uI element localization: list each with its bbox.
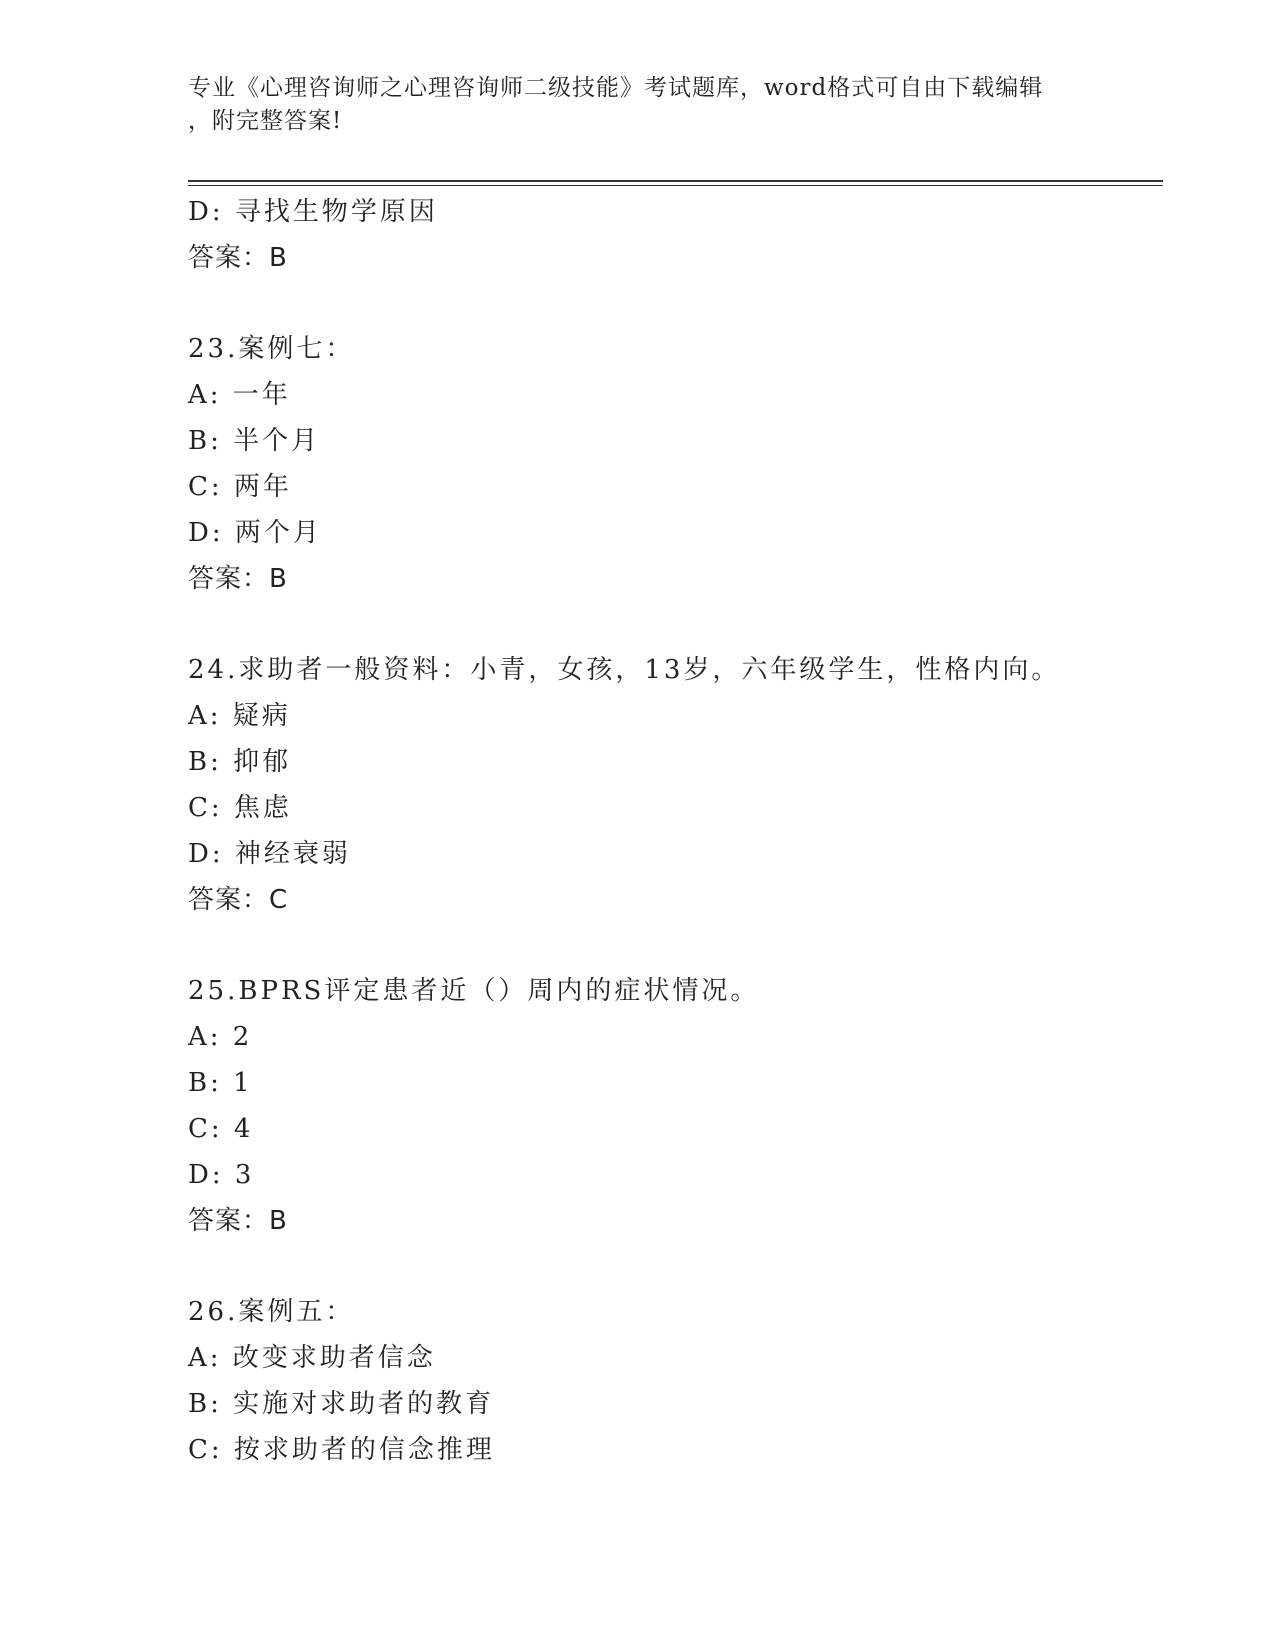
option-c: C: 两年 xyxy=(188,472,292,502)
question-25 xyxy=(188,968,1168,1244)
option-d: D: 两个月 xyxy=(188,518,322,548)
option-c: C: 4 xyxy=(188,1114,254,1144)
question-list xyxy=(188,189,1168,1473)
option-b: B: 抑郁 xyxy=(188,747,292,777)
header-title-line-2: ，附完整答案! xyxy=(188,108,343,134)
question-stem: 26.案例五： xyxy=(188,1297,355,1327)
option-a: A: 疑病 xyxy=(188,701,291,731)
option-a: A: 一年 xyxy=(188,380,291,410)
option-d: D: 寻找生物学原因 xyxy=(188,197,438,227)
question-fragment xyxy=(188,189,1168,281)
option-b: B: 实施对求助者的教育 xyxy=(188,1389,495,1419)
option-b: B: 1 xyxy=(188,1068,253,1098)
answer: 答案：C xyxy=(188,885,289,915)
question-stem: 23.案例七： xyxy=(188,334,355,364)
header-title-line-1: 专业《心理咨询师之心理咨询师二级技能》考试题库，word格式可自由下载编辑 xyxy=(188,75,1044,101)
question-stem: 24.求助者一般资料：小青，女孩，13岁，六年级学生，性格内向。 xyxy=(188,655,1061,685)
answer: 答案：B xyxy=(188,243,288,273)
answer: 答案：B xyxy=(188,564,288,594)
answer: 答案：B xyxy=(188,1206,288,1236)
spacer xyxy=(188,923,1168,968)
option-a: A: 2 xyxy=(188,1022,253,1052)
question-26 xyxy=(188,1289,1168,1473)
question-stem: 25.BPRS评定患者近（）周内的症状情况。 xyxy=(188,976,760,1006)
option-b: B: 半个月 xyxy=(188,426,321,456)
question-23 xyxy=(188,326,1168,602)
spacer xyxy=(188,281,1168,326)
question-24 xyxy=(188,647,1168,923)
page-header xyxy=(188,72,1088,138)
option-a: A: 改变求助者信念 xyxy=(188,1343,436,1373)
spacer xyxy=(188,602,1168,647)
option-d: D: 神经衰弱 xyxy=(188,839,351,869)
option-c: C: 焦虑 xyxy=(188,793,292,823)
header-divider xyxy=(188,180,1163,186)
spacer xyxy=(188,1244,1168,1289)
option-d: D: 3 xyxy=(188,1160,255,1190)
option-c: C: 按求助者的信念推理 xyxy=(188,1435,495,1465)
